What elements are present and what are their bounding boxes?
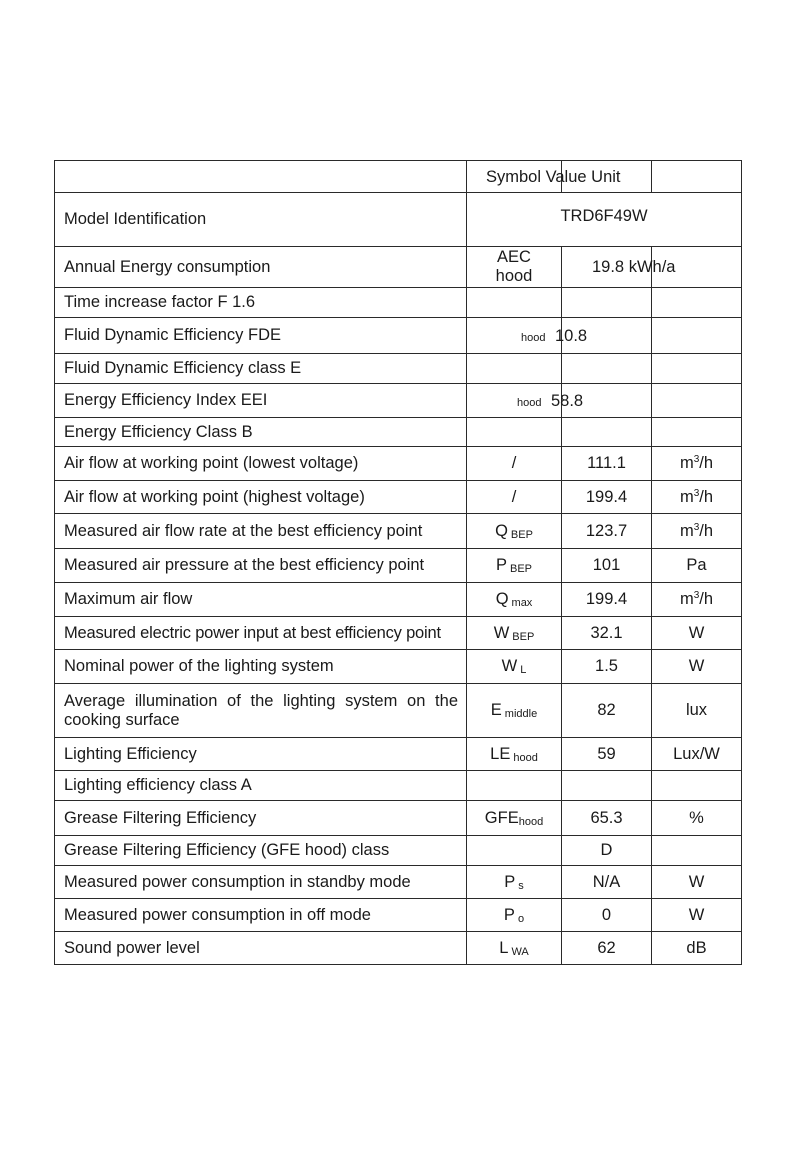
table-row [55, 193, 742, 247]
row-symbol: $GFE_{hood}$ [467, 801, 562, 836]
row-value: 82 [562, 684, 652, 738]
row-symbol: / [467, 481, 562, 514]
table-row [55, 354, 742, 384]
table-row [55, 650, 742, 684]
specs-table [54, 160, 742, 965]
row-unit: $m^3/h$ [652, 447, 742, 481]
row-label: Fluid Dynamic Efficiency FDE [55, 318, 467, 354]
row-label: Air flow at working point (highest voltage) [55, 481, 467, 514]
row-symbol: W $_{BEP}$ [467, 617, 562, 650]
row-value: 59 [562, 738, 652, 771]
row-unit: W [652, 617, 742, 650]
row-label: Fluid Dynamic Efficiency class E [55, 354, 467, 384]
row-label: Lighting efficiency class A [55, 771, 467, 801]
row-unit: $m^3/h$ [652, 583, 742, 617]
table-row [55, 771, 742, 801]
row-unit: W [652, 650, 742, 684]
table-row [55, 447, 742, 481]
row-value: 1.5 [562, 650, 652, 684]
table-row [55, 932, 742, 965]
row-value: 123.7 [562, 514, 652, 549]
table-row [55, 318, 742, 354]
row-unit: lux [652, 684, 742, 738]
row-label: Grease Filtering Efficiency (GFE hood) class [55, 836, 467, 866]
eei-subscript: hood [517, 397, 542, 409]
row-unit: Pa [652, 549, 742, 583]
row-value: 199.4 [562, 481, 652, 514]
row-symbol: P $_{BEP}$ [467, 549, 562, 583]
row-value: 101 [562, 549, 652, 583]
table-row [55, 738, 742, 771]
row-value: 0 [562, 899, 652, 932]
row-label: Maximum air flow [55, 583, 467, 617]
row-label: Energy Efficiency Index EEI [55, 384, 467, 418]
row-label: Measured power consumption in standby mode [55, 866, 467, 899]
header-symbol-value-unit: Symbol Value Unit [486, 168, 621, 186]
row-value: 32.1 [562, 617, 652, 650]
row-label: Measured air flow rate at the best efficiency point [55, 514, 467, 549]
fde-subscript: hood [521, 332, 546, 344]
aec-value-unit: 19.8 kWh/a [592, 258, 676, 276]
aec-symbol: AEC hood [467, 247, 562, 288]
table-row [55, 899, 742, 932]
row-unit: W [652, 899, 742, 932]
row-value: N/A [562, 866, 652, 899]
table-row [55, 247, 742, 288]
row-label: Air flow at working point (lowest voltage) [55, 447, 467, 481]
table-row [55, 384, 742, 418]
model-value: TRD6F49W [467, 193, 742, 247]
table-row [55, 583, 742, 617]
row-symbol: / [467, 447, 562, 481]
table-row [55, 836, 742, 866]
row-value: 62 [562, 932, 652, 965]
row-label: Sound power level [55, 932, 467, 965]
row-unit: $m^3/h$ [652, 481, 742, 514]
row-unit: Lux/W [652, 738, 742, 771]
row-unit: dB [652, 932, 742, 965]
row-unit: W [652, 866, 742, 899]
row-symbol: P $_s$ [467, 866, 562, 899]
row-label: Measured electric power input at best efficiency point [55, 617, 467, 650]
table-row [55, 617, 742, 650]
table-row [55, 418, 742, 447]
row-value: 65.3 [562, 801, 652, 836]
table-row [55, 801, 742, 836]
row-label: Measured power consumption in off mode [55, 899, 467, 932]
row-value: 199.4 [562, 583, 652, 617]
row-value: D [562, 836, 652, 866]
row-unit: $m^3/h$ [652, 514, 742, 549]
table-row [55, 514, 742, 549]
row-label: Grease Filtering Efficiency [55, 801, 467, 836]
row-label: Nominal power of the lighting system [55, 650, 467, 684]
row-label: Model Identification [55, 193, 467, 247]
row-symbol: Q $_{BEP}$ [467, 514, 562, 549]
row-symbol: LE $_{hood}$ [467, 738, 562, 771]
row-symbol: P $_o$ [467, 899, 562, 932]
row-label: Energy Efficiency Class B [55, 418, 467, 447]
row-symbol: L $_{WA}$ [467, 932, 562, 965]
row-unit: % [652, 801, 742, 836]
header-row [55, 161, 742, 193]
table-row [55, 481, 742, 514]
row-symbol: W $_L$ [467, 650, 562, 684]
table-row [55, 549, 742, 583]
row-symbol: Q $_{max}$ [467, 583, 562, 617]
row-label: Time increase factor F 1.6 [55, 288, 467, 318]
row-label: Measured air pressure at the best efficiency point [55, 549, 467, 583]
fde-value: 10.8 [555, 327, 588, 345]
table-row [55, 866, 742, 899]
eei-value: 58.8 [551, 392, 584, 410]
row-label: Annual Energy consumption [55, 247, 467, 288]
table-row [55, 288, 742, 318]
row-value: 111.1 [562, 447, 652, 481]
row-symbol: E $_{middle}$ [467, 684, 562, 738]
row-label: Lighting Efficiency [55, 738, 467, 771]
row-label: Average illumination of the lighting system on the cooking surface [55, 684, 467, 738]
table-row [55, 684, 742, 738]
